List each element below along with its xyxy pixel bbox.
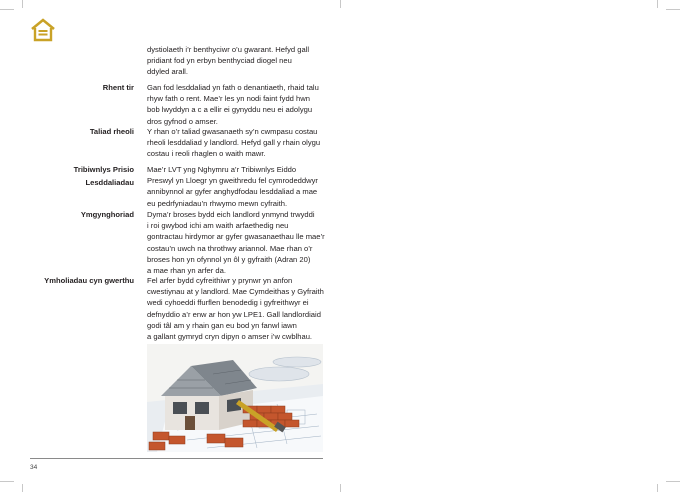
glossary-definition bbox=[147, 164, 329, 209]
crop-mark bbox=[657, 484, 658, 492]
text-line: Fel arfer bydd cyfreithiwr y prynwr yn anfon bbox=[147, 276, 293, 285]
glossary-term: Rhent tir bbox=[102, 83, 134, 92]
crop-mark bbox=[22, 484, 23, 492]
crop-mark bbox=[0, 481, 14, 482]
text-line: costau’n uwch na throthwy ariannol. Mae rhan o’r bbox=[147, 243, 313, 253]
crop-mark bbox=[340, 0, 341, 8]
text-line: godi tâl am y rhain gan eu bod yn fanwl iawn bbox=[147, 320, 297, 330]
page-number: 34 bbox=[30, 464, 38, 471]
text-line: i roi gwybod ichi am waith arfaethedig neu bbox=[147, 221, 289, 231]
text-line: gontractau hirdymor ar gyfer gwasanaethau lle mae’r bbox=[147, 232, 325, 242]
glossary-term: Taliad rheoli bbox=[89, 127, 134, 136]
text-line: wedi cyhoeddi ffurflen benodedig i gyfreithwyr ei bbox=[147, 298, 309, 308]
crop-mark bbox=[666, 9, 680, 10]
crop-mark bbox=[657, 0, 658, 8]
text-line: rhyw fath o rent. Mae’r les yn nodi faint fydd hwn bbox=[147, 94, 310, 104]
crop-mark bbox=[340, 484, 341, 492]
text-line: defnyddio a’r enw ar hon yw LPE1. Gall landlordiaid bbox=[147, 309, 321, 319]
text-line: dros gyfnod o amser. bbox=[147, 116, 218, 126]
glossary-definition bbox=[147, 209, 329, 276]
text-line: Dyma’r broses bydd eich landlord ynmynd trwyddi bbox=[147, 210, 315, 219]
text-line: Y rhan o’r taliad gwasanaeth sy’n cwmpasu costau bbox=[147, 127, 318, 136]
text-line: broses hon yn ofynnol yn ôl y gyfraith (Adran 20) bbox=[147, 254, 311, 264]
intro-continuation bbox=[147, 44, 329, 78]
house-bricks-illustration bbox=[147, 344, 323, 452]
text-line: cwestiynau at y landlord. Mae Cymdeithas y Gyfraith bbox=[147, 287, 324, 297]
crop-mark bbox=[0, 9, 14, 10]
text-line: dystiolaeth i’r benthyciwr o’u gwarant. Hefyd gall bbox=[147, 45, 310, 54]
text-line: Mae’r LVT yng Nghymru a’r Tribiwnlys Eiddo bbox=[147, 165, 297, 174]
house-icon bbox=[30, 18, 56, 42]
glossary-definition bbox=[147, 126, 329, 160]
crop-mark bbox=[22, 0, 23, 8]
glossary-term: Ymholiadau cyn gwerthu bbox=[44, 276, 134, 285]
footer-rule bbox=[30, 458, 323, 459]
text-line: a gallant gymryd cryn dipyn o amser i’w cwblhau. bbox=[147, 332, 313, 342]
text-line: ddyled arall. bbox=[147, 67, 188, 77]
glossary-definition bbox=[147, 275, 329, 342]
term-line: Tribiwnlys Prisio bbox=[73, 165, 134, 174]
text-line: eu pedrfyniadau’n rhwymo mewn cyfraith. bbox=[147, 198, 288, 208]
glossary-term bbox=[30, 164, 134, 188]
text-line: bob lwyddyn a c a ellir ei gynyddu neu ei adolygu bbox=[147, 105, 313, 115]
term-line: Lesddaliadau bbox=[85, 178, 134, 188]
text-line: rheoli lesddaliad y landlord. Hefyd gall y rhain olygu bbox=[147, 138, 321, 148]
glossary-definition bbox=[147, 82, 329, 127]
text-line: Preswyl yn Lloegr yn gweithredu fel cymrodeddwyr bbox=[147, 176, 318, 186]
crop-mark bbox=[666, 481, 680, 482]
glossary-term: Ymgynghoriad bbox=[80, 210, 134, 219]
text-line: pridiant fod yn erbyn benthyciad diogel neu bbox=[147, 56, 292, 66]
text-line: Gan fod lesddaliad yn fath o denantiaeth, rhaid talu bbox=[147, 83, 319, 92]
text-line: costau i reoli rhaglen o waith mawr. bbox=[147, 149, 266, 159]
text-line: a mae rhan yn arfer da. bbox=[147, 266, 226, 276]
text-line: annibynnol ar gyfer anghydfodau lesddaliad a mae bbox=[147, 187, 318, 197]
